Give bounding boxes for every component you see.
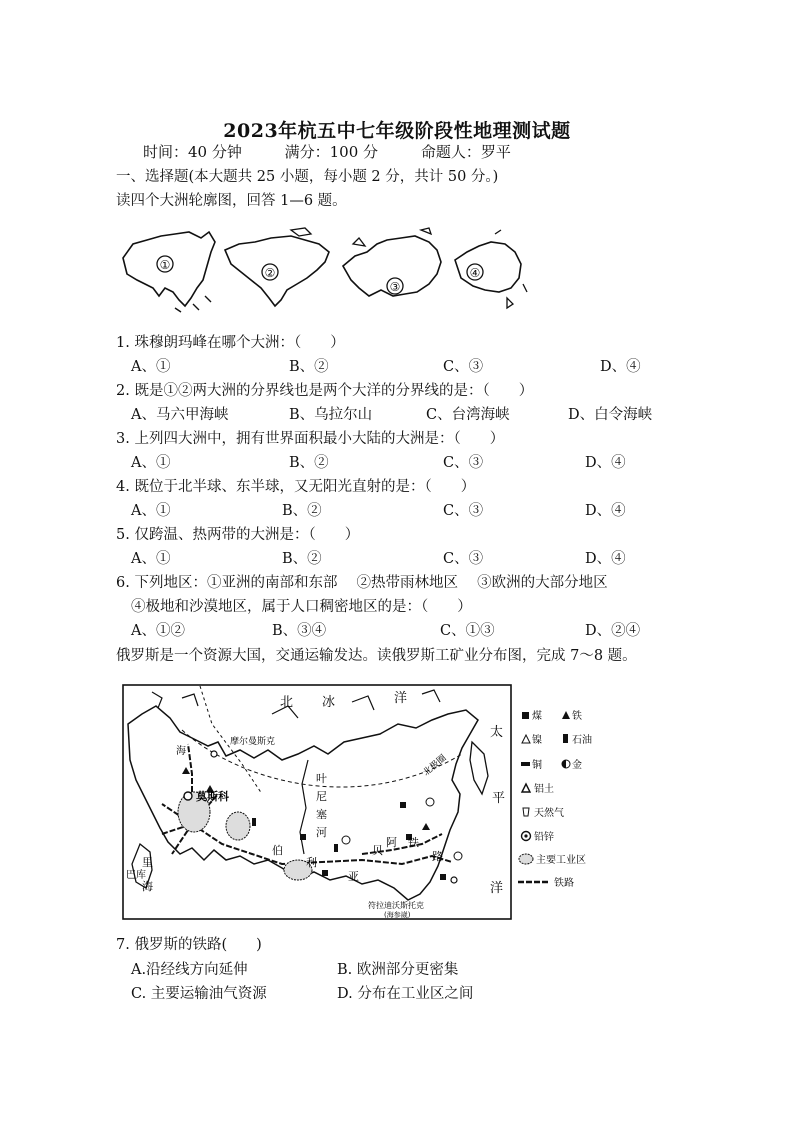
coal-symbol bbox=[400, 802, 406, 808]
q4-option-a: A、① bbox=[131, 503, 171, 519]
q5-option-d: D、④ bbox=[585, 551, 626, 567]
pacific-label-ping: 平 bbox=[492, 791, 506, 806]
caspian-label-1: 里 bbox=[142, 856, 153, 869]
oil-symbol bbox=[334, 844, 338, 852]
question-1-stem: 1. 珠穆朗玛峰在哪个大洲：（ ） bbox=[116, 335, 345, 351]
q6-option-c: C、①③ bbox=[440, 623, 495, 639]
question-6-stem: 6. 下列地区：①亚洲的南部和东部 ②热带雨林地区 ③欧洲的大部分地区 bbox=[116, 575, 608, 591]
siberia-label-2: 利 bbox=[306, 856, 317, 869]
yenisei-label-2: 尼 bbox=[316, 790, 327, 803]
continent-label-3: ③ bbox=[389, 280, 401, 294]
legend-leadzinc-label: 铅锌 bbox=[534, 832, 554, 843]
railway-name-2: 阿 bbox=[386, 836, 397, 849]
q5-option-c: C、③ bbox=[443, 551, 484, 567]
legend-copper-icon bbox=[521, 762, 530, 766]
siberia-label-1: 伯 bbox=[272, 844, 283, 857]
question-4-stem: 4. 既位于北半球、东半球，又无阳光直射的是：（ ） bbox=[116, 479, 476, 495]
q3-option-c: C、③ bbox=[443, 455, 484, 471]
q3-option-b: B、② bbox=[289, 455, 329, 471]
sea-label-yang: 洋 bbox=[394, 691, 408, 706]
page-title: 2023年杭五中七年级阶段性地理测试题 bbox=[223, 120, 571, 142]
q2-option-b: B、乌拉尔山 bbox=[289, 407, 373, 423]
continent-outlines-figure bbox=[115, 226, 535, 318]
q7-option-d: D. 分布在工业区之间 bbox=[337, 986, 474, 1002]
q1-option-b: B、② bbox=[289, 359, 329, 375]
legend-coal-icon bbox=[522, 712, 529, 719]
legend-gold-label: 金 bbox=[572, 760, 582, 771]
continent-label-2: ② bbox=[264, 266, 276, 280]
vladivostok-label: 符拉迪沃斯托克 bbox=[368, 901, 424, 910]
coal-symbol bbox=[300, 834, 306, 840]
legend-bauxite-icon bbox=[522, 784, 530, 792]
railway-name-3: 铁 bbox=[408, 836, 419, 849]
q3-option-a: A、① bbox=[131, 455, 171, 471]
question-6-stem-line2: ④极地和沙漠地区，属于人口稠密地区的是：（ ） bbox=[131, 599, 472, 615]
yenisei-label-4: 河 bbox=[316, 826, 327, 839]
question-3-stem: 3. 上列四大洲中，拥有世界面积最小大陆的大洲是：（ ） bbox=[116, 431, 505, 447]
australia-outline bbox=[455, 242, 521, 292]
q7-option-b: B. 欧洲部分更密集 bbox=[337, 962, 459, 978]
q2-option-c: C、台湾海峡 bbox=[426, 407, 510, 423]
siberia-label-3: 亚 bbox=[348, 870, 359, 883]
legend-industrial-area-icon bbox=[519, 854, 533, 864]
question-2-stem: 2. 既是①②两大洲的分界线也是两个大洋的分界线的是：（ ） bbox=[116, 383, 534, 399]
railway-name-4: 路 bbox=[432, 850, 443, 863]
exam-info bbox=[143, 143, 549, 161]
q7-option-a: A.沿经线方向延伸 bbox=[131, 962, 248, 978]
question-7-stem: 7. 俄罗斯的铁路( ) bbox=[116, 937, 262, 953]
intro-continents: 读四个大洲轮廓图，回答 1—6 题。 bbox=[116, 193, 347, 209]
oil-symbol bbox=[252, 818, 256, 826]
gold-symbol bbox=[426, 798, 434, 806]
arctic-circle-label: 北极圈 bbox=[421, 753, 449, 779]
moscow-label: 莫斯科 bbox=[196, 790, 229, 803]
murmansk-city-marker bbox=[211, 751, 217, 757]
question-5-stem: 5. 仅跨温、热两带的大洲是：（ ） bbox=[116, 527, 360, 543]
legend-iron-label: 铁 bbox=[572, 711, 582, 722]
q6-option-b: B、③④ bbox=[272, 623, 327, 639]
moscow-city-marker bbox=[184, 792, 192, 800]
legend-nickel-icon bbox=[522, 735, 530, 743]
caspian-label-2: 海 bbox=[142, 880, 153, 893]
q4-option-d: D、④ bbox=[585, 503, 626, 519]
coal-symbol bbox=[440, 874, 446, 880]
q6-option-a: A、①② bbox=[131, 623, 185, 639]
q4-option-b: B、② bbox=[282, 503, 322, 519]
yenisei-label-3: 塞 bbox=[316, 808, 327, 821]
pacific-label-tai: 太 bbox=[490, 725, 504, 740]
industrial-area-ural bbox=[226, 812, 250, 840]
sea-label-north: 北 bbox=[280, 695, 294, 710]
continent-label-1: ① bbox=[159, 258, 171, 272]
gold-symbol bbox=[342, 836, 350, 844]
legend-iron-icon bbox=[562, 711, 570, 719]
railway-name-1: 贝 bbox=[372, 844, 383, 857]
q1-option-a: A、① bbox=[131, 359, 171, 375]
coal-symbol bbox=[322, 870, 328, 876]
pacific-label-yang: 洋 bbox=[490, 881, 504, 896]
legend-copper-label: 铜 bbox=[532, 760, 542, 771]
russia-industry-map bbox=[122, 684, 600, 922]
q5-option-b: B、② bbox=[282, 551, 322, 567]
q2-option-a: A、马六甲海峡 bbox=[131, 407, 229, 423]
q4-option-c: C、③ bbox=[443, 503, 484, 519]
q1-option-d: D、④ bbox=[600, 359, 641, 375]
legend-bauxite-label: 铝土 bbox=[534, 784, 554, 795]
legend-gas-icon bbox=[523, 808, 529, 816]
q3-option-d: D、④ bbox=[585, 455, 626, 471]
vladivostok-city-marker bbox=[451, 877, 457, 883]
exam-time: 时间：40 分钟 bbox=[143, 143, 242, 161]
vladivostok-sublabel: (海参崴) bbox=[384, 911, 411, 919]
legend-coal-label: 煤 bbox=[532, 711, 542, 722]
q6-option-d: D、②④ bbox=[585, 623, 641, 639]
exam-author: 命题人：罗平 bbox=[420, 143, 511, 161]
q1-option-c: C、③ bbox=[443, 359, 484, 375]
small-sea-label: 海 bbox=[176, 746, 186, 757]
yenisei-label-1: 叶 bbox=[316, 772, 327, 785]
sea-label-bing: 冰 bbox=[322, 695, 336, 710]
gold-symbol bbox=[454, 852, 462, 860]
exam-score: 满分：100 分 bbox=[284, 143, 379, 161]
legend-oil-label: 石油 bbox=[572, 735, 592, 746]
legend-railway-label: 铁路 bbox=[554, 878, 574, 889]
legend-oil-icon bbox=[563, 734, 568, 743]
q7-option-c: C. 主要运输油气资源 bbox=[131, 986, 267, 1002]
legend-gas-label: 天然气 bbox=[534, 808, 564, 819]
q2-option-d: D、白令海峡 bbox=[568, 407, 653, 423]
map-legend bbox=[518, 709, 592, 889]
legend-nickel-label: 镍 bbox=[532, 735, 542, 746]
q5-option-a: A、① bbox=[131, 551, 171, 567]
continent-label-4: ④ bbox=[469, 266, 481, 280]
intro-russia-map: 俄罗斯是一个资源大国，交通运输发达。读俄罗斯工矿业分布图，完成 7～8 题。 bbox=[116, 648, 637, 664]
legend-industrial-area-label: 主要工业区 bbox=[536, 855, 586, 866]
murmansk-label: 摩尔曼斯克 bbox=[230, 737, 276, 747]
baku-label: 巴库 bbox=[126, 870, 146, 881]
section-heading: 一、选择题(本大题共 25 小题，每小题 2 分，共计 50 分。) bbox=[116, 169, 499, 185]
